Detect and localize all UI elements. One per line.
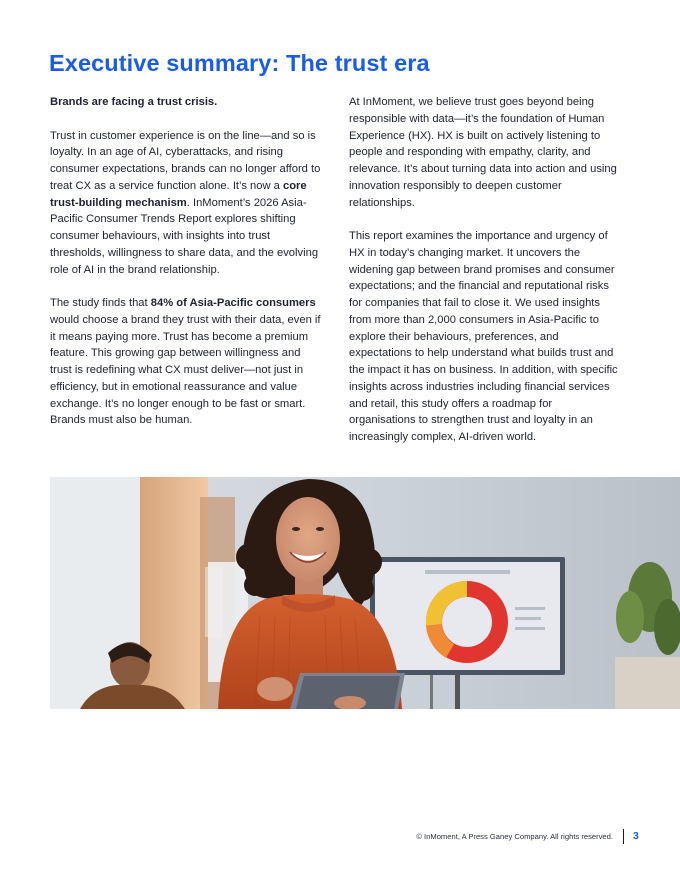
text-run: would choose a brand they trust with their data, even if it means paying more. Trust has become a premium feature. This growing gap between willingness and trust is redefining what CX must deliver—not just in efficiency, but in emotional reassurance and value exchange. It’s no longer enough to be fast or smart. Brands must also be human. xyxy=(50,313,321,427)
text-run: . InMoment’s 2026 Asia-Pacific Consumer Trends Report explores shifting consumer behaviours, with insights into trust thresholds, willingness to share data, and the evolving role of AI in the brand relationship. xyxy=(50,196,319,276)
plant-pot xyxy=(615,657,680,709)
emphasis-core-trust-building: core trust-building mechanism xyxy=(50,179,307,209)
text-run: The study finds that xyxy=(50,297,151,309)
text-run: Trust in customer experience is on the line—and so is loyalty. In an age of AI, cyberattacks, and rising consumer expectations, brands can no longer afford to treat CX as a service function alone. It’s now a xyxy=(50,129,321,192)
page-footer xyxy=(0,829,680,845)
hero-photo xyxy=(50,477,680,709)
left-paragraph-2 xyxy=(50,295,322,429)
page-number: 3 xyxy=(633,830,639,842)
right-paragraph-1: At InMoment, we believe trust goes beyond being responsible with data—it’s the foundation of Human Experience (HX). HX is built on actively listening to people and responding with empathy, clarity, and relevance. It’s about turning data into action and using innovation responsibly to deepen customer relationships. xyxy=(349,96,617,209)
right-paragraph-2: This report examines the importance and urgency of HX in today’s changing market. It uncovers the widening gap between brand promises and consumer expectations; and the financial and reputational risks for companies that fail to close it. We used insights from more than 2,000 consumers in Asia-Pacific to explore their behaviours, preferences, and expectations to help understand what builds trust and the impact it has on business. In addition, with specific insights across industries including financial services and retail, this study offers a roadmap for organisations to strengthen trust and loyalty in an increasingly complex, AI-driven world. xyxy=(349,230,618,443)
footer-divider xyxy=(623,829,624,844)
lead-sentence: Brands are facing a trust crisis. xyxy=(50,96,218,108)
copyright-notice: © InMoment, A Press Ganey Company. All rights reserved. xyxy=(416,832,613,841)
left-paragraph-1 xyxy=(50,128,322,279)
wooden-door xyxy=(140,477,208,709)
page-title: Executive summary: The trust era xyxy=(49,50,430,76)
emphasis-84-percent: 84% of Asia-Pacific consumers xyxy=(150,297,316,309)
right-column xyxy=(349,94,621,463)
left-column xyxy=(50,94,322,446)
